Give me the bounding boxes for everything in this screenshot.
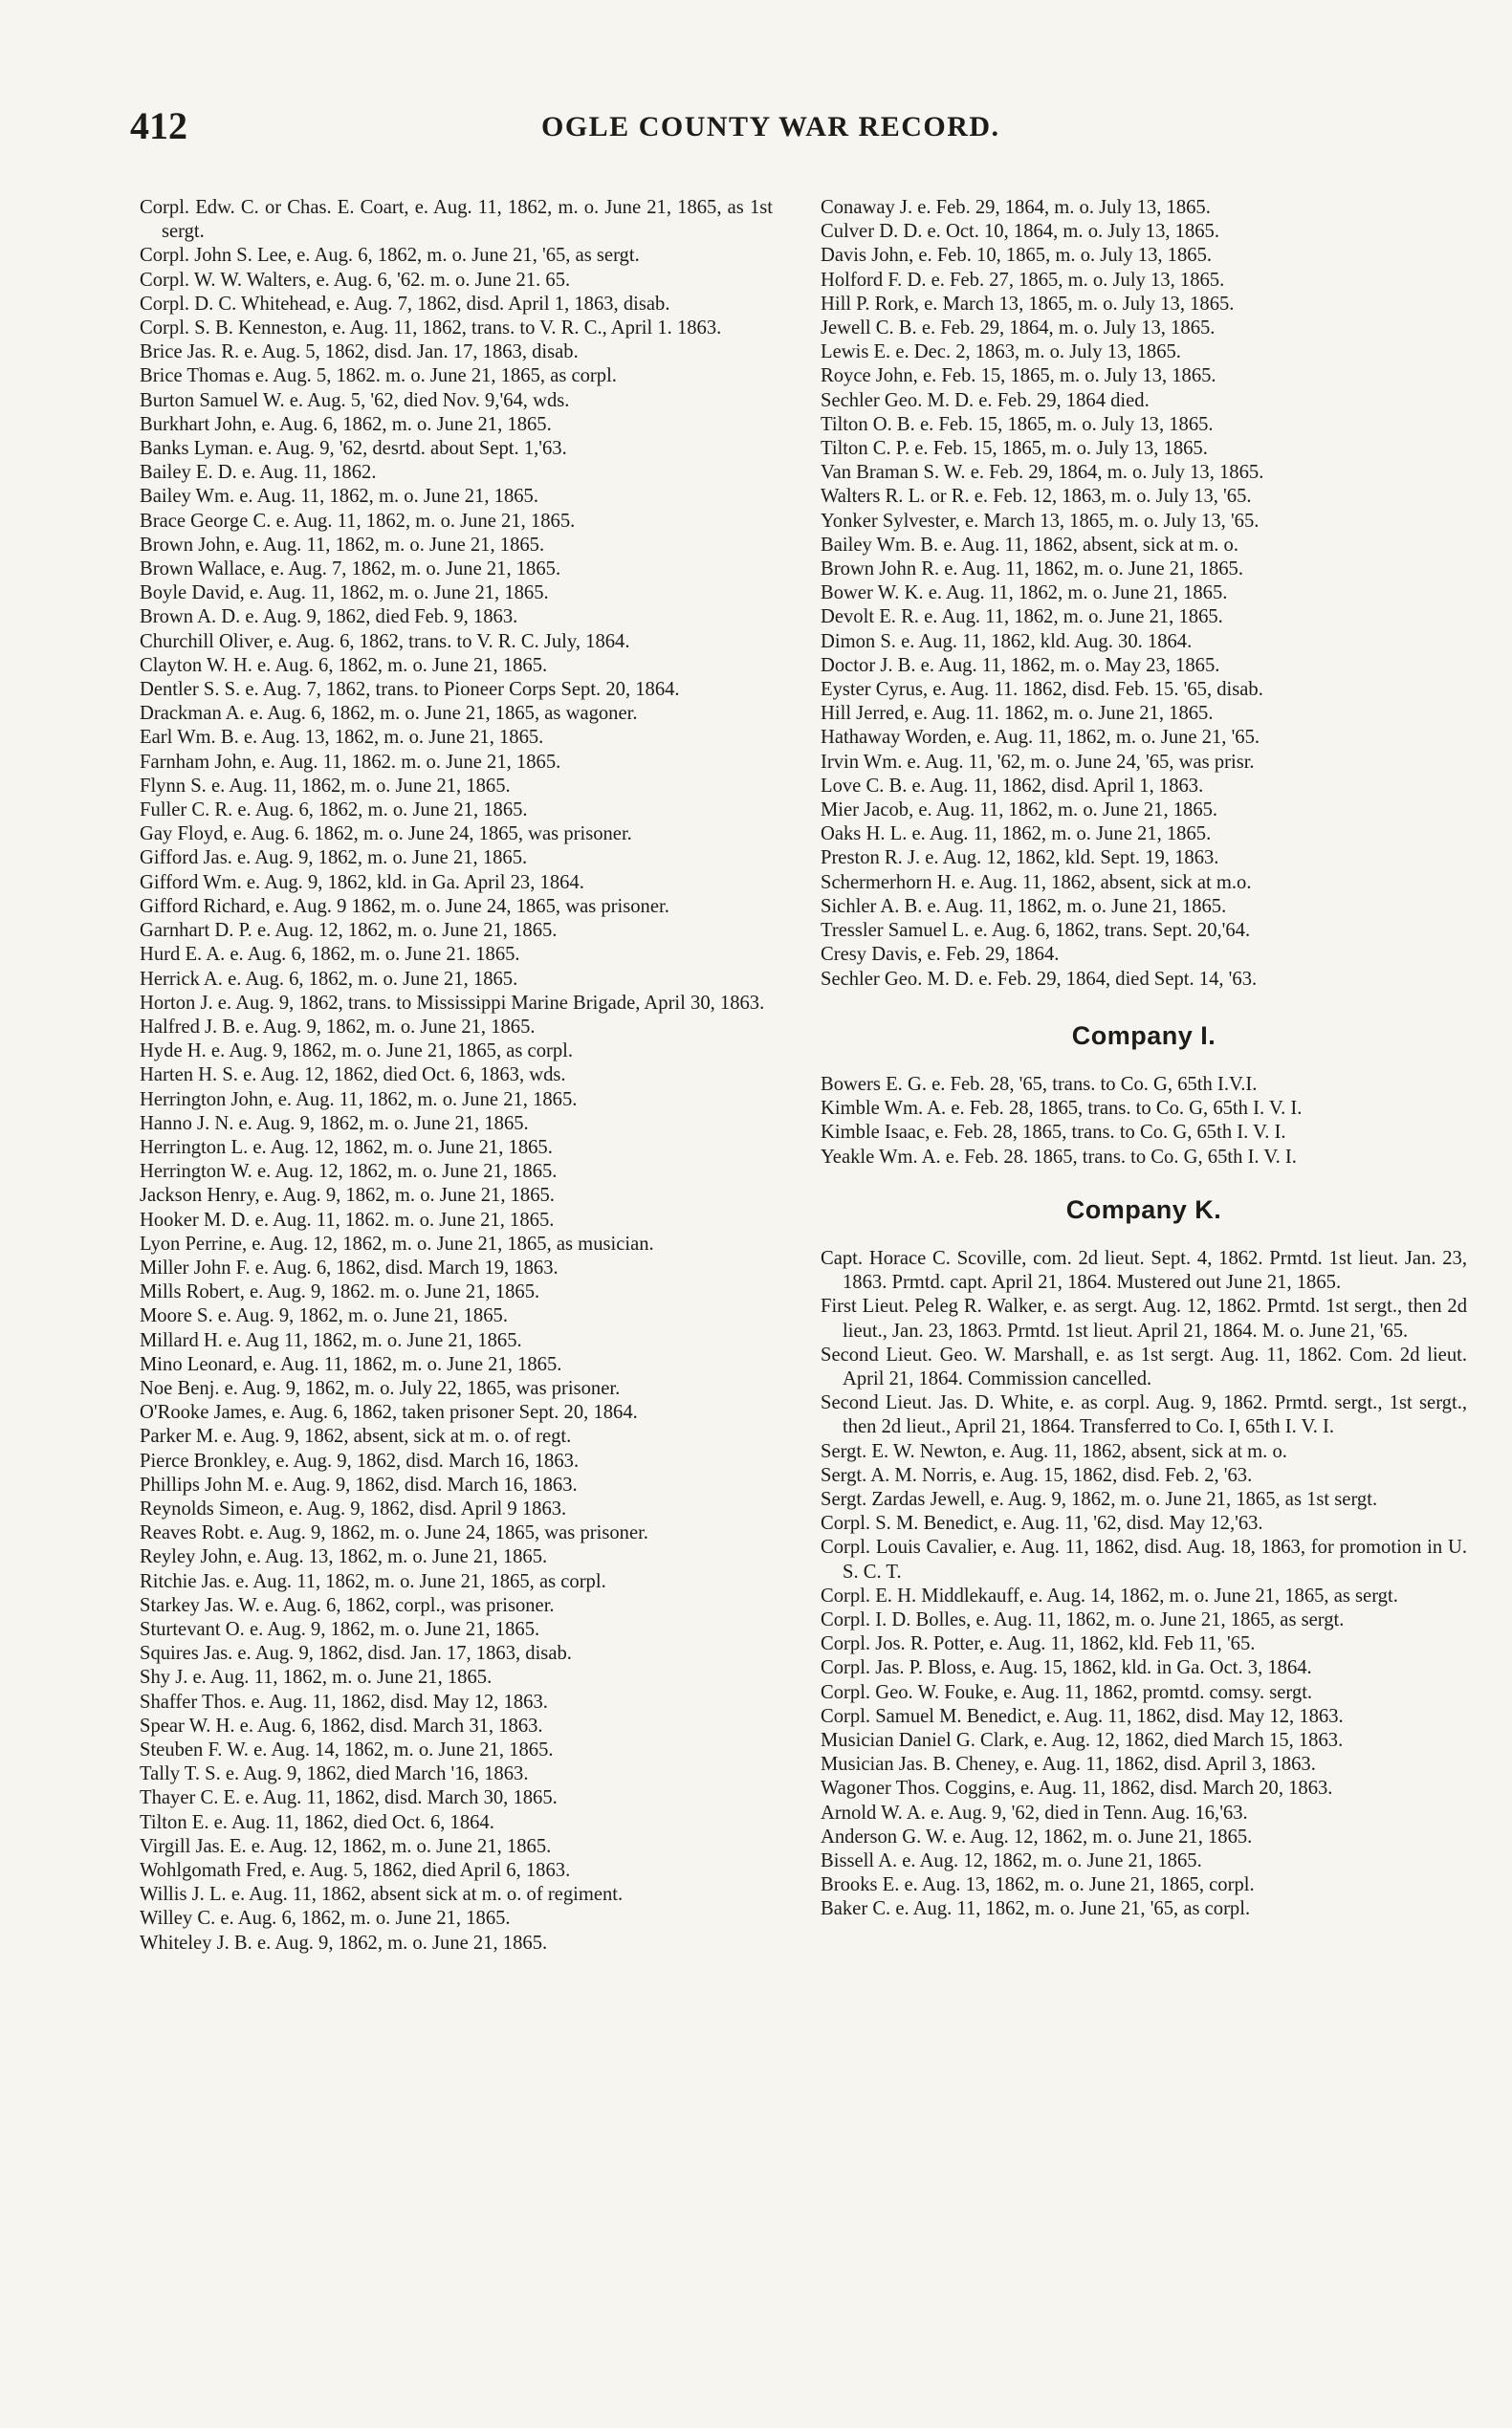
- roster-entry: Harten H. S. e. Aug. 12, 1862, died Oct. 6, 1863, wds.: [140, 1064, 566, 1086]
- roster-entry: Corpl. Jos. R. Potter, e. Aug. 11, 1862, kld. Feb 11, '65.: [821, 1633, 1256, 1655]
- roster-entry: Herrington John, e. Aug. 11, 1862, m. o. June 21, 1865.: [140, 1088, 578, 1110]
- roster-entry: Yonker Sylvester, e. March 13, 1865, m. o. July 13, '65.: [821, 510, 1260, 532]
- roster-entry: Corpl. W. W. Walters, e. Aug. 6, '62. m. o. June 21. 65.: [140, 269, 571, 291]
- roster-entry: Reaves Robt. e. Aug. 9, 1862, m. o. June 24, 1865, was prisoner.: [140, 1522, 648, 1544]
- roster-entry: Thayer C. E. e. Aug. 11, 1862, disd. March 30, 1865.: [140, 1787, 558, 1809]
- roster-entry: Van Braman S. W. e. Feb. 29, 1864, m. o. July 13, 1865.: [821, 462, 1264, 484]
- roster-entry: Willey C. e. Aug. 6, 1862, m. o. June 21, 1865.: [140, 1908, 511, 1930]
- roster-entry: Hill Jerred, e. Aug. 11. 1862, m. o. June 21, 1865.: [821, 703, 1214, 725]
- roster-entry: Spear W. H. e. Aug. 6, 1862, disd. March 31, 1863.: [140, 1715, 543, 1737]
- roster-entry: Banks Lyman. e. Aug. 9, '62, desrtd. about Sept. 1,'63.: [140, 438, 567, 460]
- roster-entry: Tilton E. e. Aug. 11, 1862, died Oct. 6, 1864.: [140, 1811, 494, 1833]
- roster-entry: Brown John, e. Aug. 11, 1862, m. o. June 21, 1865.: [140, 534, 545, 556]
- roster-entry: Flynn S. e. Aug. 11, 1862, m. o. June 21, 1865.: [140, 775, 511, 797]
- right-column: [821, 196, 1467, 1922]
- roster-entry: Brown A. D. e. Aug. 9, 1862, died Feb. 9, 1863.: [140, 606, 518, 628]
- roster-entry: Schermerhorn H. e. Aug. 11, 1862, absent, sick at m.o.: [821, 871, 1252, 893]
- roster-entry: Gifford Jas. e. Aug. 9, 1862, m. o. June 21, 1865.: [140, 847, 528, 869]
- roster-entry: Culver D. D. e. Oct. 10, 1864, m. o. July 13, 1865.: [821, 221, 1219, 243]
- right-column-top-entries: [821, 196, 1467, 992]
- company-i-heading: Company I.: [1071, 1020, 1216, 1050]
- roster-entry: Mino Leonard, e. Aug. 11, 1862, m. o. June 21, 1865.: [140, 1353, 562, 1375]
- roster-entry: Squires Jas. e. Aug. 9, 1862, disd. Jan. 17, 1863, disab.: [140, 1643, 572, 1665]
- roster-entry: Reyley John, e. Aug. 13, 1862, m. o. June 21, 1865.: [140, 1546, 548, 1568]
- roster-entry: Sichler A. B. e. Aug. 11, 1862, m. o. June 21, 1865.: [821, 895, 1227, 917]
- roster-entry: Corpl. Edw. C. or Chas. E. Coart, e. Aug. 11, 1862, m. o. June 21, 1865, as 1st sergt.: [140, 197, 773, 243]
- roster-entry: Corpl. Louis Cavalier, e. Aug. 11, 1862, disd. Aug. 18, 1863, for promotion in U. S. C. T.: [821, 1537, 1467, 1583]
- roster-entry: Preston R. J. e. Aug. 12, 1862, kld. Sept. 19, 1863.: [821, 847, 1219, 869]
- roster-entry: Virgill Jas. E. e. Aug. 12, 1862, m. o. June 21, 1865.: [140, 1835, 552, 1857]
- roster-entry: Horton J. e. Aug. 9, 1862, trans. to Mississippi Marine Brigade, April 30, 1863.: [140, 992, 765, 1014]
- roster-entry: Starkey Jas. W. e. Aug. 6, 1862, corpl., was prisoner.: [140, 1594, 555, 1616]
- roster-entry: Shy J. e. Aug. 11, 1862, m. o. June 21, 1865.: [140, 1667, 493, 1689]
- roster-entry: Dimon S. e. Aug. 11, 1862, kld. Aug. 30. 1864.: [821, 630, 1193, 652]
- roster-entry: Tressler Samuel L. e. Aug. 6, 1862, trans. Sept. 20,'64.: [821, 920, 1251, 942]
- roster-entry: Corpl. Geo. W. Fouke, e. Aug. 11, 1862, promtd. comsy. sergt.: [821, 1681, 1313, 1703]
- roster-entry: Lyon Perrine, e. Aug. 12, 1862, m. o. June 21, 1865, as musician.: [140, 1233, 654, 1255]
- roster-entry: Phillips John M. e. Aug. 9, 1862, disd. March 16, 1863.: [140, 1474, 578, 1496]
- roster-entry: Shaffer Thos. e. Aug. 11, 1862, disd. May 12, 1863.: [140, 1691, 548, 1713]
- roster-entry: Cresy Davis, e. Feb. 29, 1864.: [821, 944, 1060, 966]
- company-k-heading: Company K.: [1065, 1194, 1222, 1224]
- roster-entry: Corpl. I. D. Bolles, e. Aug. 11, 1862, m. o. June 21, 1865, as sergt.: [821, 1608, 1345, 1630]
- roster-entry: Hathaway Worden, e. Aug. 11, 1862, m. o. June 21, '65.: [821, 727, 1260, 749]
- roster-entry: Drackman A. e. Aug. 6, 1862, m. o. June 21, 1865, as wagoner.: [140, 703, 638, 725]
- roster-entry: Fuller C. R. e. Aug. 6, 1862, m. o. June 21, 1865.: [140, 799, 528, 821]
- roster-entry: Brace George C. e. Aug. 11, 1862, m. o. June 21, 1865.: [140, 510, 576, 532]
- roster-entry: Pierce Bronkley, e. Aug. 9, 1862, disd. March 16, 1863.: [140, 1450, 580, 1472]
- roster-entry: Musician Jas. B. Cheney, e. Aug. 11, 1862, disd. April 3, 1863.: [821, 1754, 1316, 1776]
- roster-entry: Kimble Isaac, e. Feb. 28, 1865, trans. to Co. G, 65th I. V. I.: [821, 1122, 1286, 1144]
- roster-entry: Corpl. S. B. Kenneston, e. Aug. 11, 1862, trans. to V. R. C., April 1. 1863.: [140, 317, 722, 339]
- roster-entry: Jewell C. B. e. Feb. 29, 1864, m. o. July 13, 1865.: [821, 317, 1216, 339]
- roster-entry: Brice Thomas e. Aug. 5, 1862. m. o. June 21, 1865, as corpl.: [140, 365, 617, 387]
- roster-entry: Baker C. e. Aug. 11, 1862, m. o. June 21, '65, as corpl.: [821, 1898, 1251, 1920]
- roster-entry: Corpl. S. M. Benedict, e. Aug. 11, '62, disd. May 12,'63.: [821, 1513, 1263, 1535]
- roster-entry: Halfred J. B. e. Aug. 9, 1862, m. o. June 21, 1865.: [140, 1016, 536, 1038]
- roster-entry: Miller John F. e. Aug. 6, 1862, disd. March 19, 1863.: [140, 1257, 559, 1279]
- roster-entry: Steuben F. W. e. Aug. 14, 1862, m. o. June 21, 1865.: [140, 1739, 554, 1761]
- roster-entry: Irvin Wm. e. Aug. 11, '62, m. o. June 24, '65, was prisr.: [821, 751, 1255, 773]
- roster-entry: Herrington W. e. Aug. 12, 1862, m. o. June 21, 1865.: [140, 1161, 558, 1183]
- roster-entry: Herrick A. e. Aug. 6, 1862, m. o. June 21, 1865.: [140, 968, 518, 990]
- roster-entry: Jackson Henry, e. Aug. 9, 1862, m. o. June 21, 1865.: [140, 1185, 555, 1207]
- roster-entry: Sergt. E. W. Newton, e. Aug. 11, 1862, absent, sick at m. o.: [821, 1440, 1287, 1462]
- roster-entry: Bissell A. e. Aug. 12, 1862, m. o. June 21, 1865.: [821, 1850, 1202, 1871]
- roster-entry: Brooks E. e. Aug. 13, 1862, m. o. June 21, 1865, corpl.: [821, 1874, 1255, 1896]
- company-i-entries: [821, 1073, 1467, 1170]
- roster-entry: Doctor J. B. e. Aug. 11, 1862, m. o. May 23, 1865.: [821, 654, 1220, 676]
- roster-entry: Mier Jacob, e. Aug. 11, 1862, m. o. June 21, 1865.: [821, 799, 1218, 821]
- roster-entry: Devolt E. R. e. Aug. 11, 1862, m. o. June 21, 1865.: [821, 606, 1223, 628]
- roster-entry: Corpl. D. C. Whitehead, e. Aug. 7, 1862, disd. April 1, 1863, disab.: [140, 293, 670, 315]
- roster-entry: Anderson G. W. e. Aug. 12, 1862, m. o. June 21, 1865.: [821, 1826, 1253, 1848]
- roster-entry: Tilton C. P. e. Feb. 15, 1865, m. o. July 13, 1865.: [821, 438, 1208, 460]
- roster-entry: Clayton W. H. e. Aug. 6, 1862, m. o. June 21, 1865.: [140, 654, 548, 676]
- roster-entry: Corpl. Jas. P. Bloss, e. Aug. 15, 1862, kld. in Ga. Oct. 3, 1864.: [821, 1657, 1312, 1679]
- roster-entry: Eyster Cyrus, e. Aug. 11. 1862, disd. Feb. 15. '65, disab.: [821, 679, 1263, 701]
- roster-entry: Oaks H. L. e. Aug. 11, 1862, m. o. June 21, 1865.: [821, 823, 1212, 845]
- roster-entry: Hurd E. A. e. Aug. 6, 1862, m. o. June 21. 1865.: [140, 944, 520, 966]
- roster-entry: Kimble Wm. A. e. Feb. 28, 1865, trans. to Co. G, 65th I. V. I.: [821, 1098, 1303, 1120]
- roster-entry: Tally T. S. e. Aug. 9, 1862, died March '16, 1863.: [140, 1763, 529, 1785]
- roster-entry: Musician Daniel G. Clark, e. Aug. 12, 1862, died March 15, 1863.: [821, 1729, 1344, 1751]
- roster-entry: Sechler Geo. M. D. e. Feb. 29, 1864 died.: [821, 389, 1150, 411]
- roster-entry: Churchill Oliver, e. Aug. 6, 1862, trans. to V. R. C. July, 1864.: [140, 630, 630, 652]
- roster-entry: Arnold W. A. e. Aug. 9, '62, died in Tenn. Aug. 16,'63.: [821, 1802, 1248, 1824]
- roster-entry: Herrington L. e. Aug. 12, 1862, m. o. June 21, 1865.: [140, 1136, 553, 1158]
- roster-entry: Gay Floyd, e. Aug. 6. 1862, m. o. June 24, 1865, was prisoner.: [140, 823, 632, 845]
- roster-entry: Hyde H. e. Aug. 9, 1862, m. o. June 21, 1865, as corpl.: [140, 1040, 574, 1062]
- roster-entry: Ritchie Jas. e. Aug. 11, 1862, m. o. June 21, 1865, as corpl.: [140, 1570, 606, 1592]
- roster-entry: Corpl. E. H. Middlekauff, e. Aug. 14, 1862, m. o. June 21, 1865, as sergt.: [821, 1585, 1398, 1607]
- page-number: 412: [130, 104, 187, 147]
- roster-entry: Royce John, e. Feb. 15, 1865, m. o. July 13, 1865.: [821, 365, 1216, 387]
- roster-entry: Gifford Richard, e. Aug. 9 1862, m. o. June 24, 1865, was prisoner.: [140, 895, 669, 917]
- roster-entry: Love C. B. e. Aug. 11, 1862, disd. April 1, 1863.: [821, 775, 1204, 797]
- roster-entry: Davis John, e. Feb. 10, 1865, m. o. July 13, 1865.: [821, 245, 1213, 267]
- roster-entry: Mills Robert, e. Aug. 9, 1862. m. o. June 21, 1865.: [140, 1281, 540, 1303]
- roster-entry: Brown John R. e. Aug. 11, 1862, m. o. June 21, 1865.: [821, 558, 1244, 580]
- roster-entry: Millard H. e. Aug 11, 1862, m. o. June 21, 1865.: [140, 1329, 522, 1351]
- roster-entry: First Lieut. Peleg R. Walker, e. as sergt. Aug. 12, 1862. Prmtd. 1st sergt., then 2d lieut., Jan. 23, 1863. Prmtd. 1st lieut. April 21, 1864. M. o. June 21, '65.: [821, 1296, 1467, 1342]
- roster-entry: Dentler S. S. e. Aug. 7, 1862, trans. to Pioneer Corps Sept. 20, 1864.: [140, 679, 680, 701]
- roster-entry: Second Lieut. Geo. W. Marshall, e. as 1st sergt. Aug. 11, 1862. Com. 2d lieut. April 21, 1864. Commission cancelled.: [821, 1344, 1467, 1389]
- roster-entry: Whiteley J. B. e. Aug. 9, 1862, m. o. June 21, 1865.: [140, 1932, 548, 1954]
- roster-entry: Hooker M. D. e. Aug. 11, 1862. m. o. June 21, 1865.: [140, 1209, 555, 1231]
- roster-entry: Sergt. Zardas Jewell, e. Aug. 9, 1862, m. o. June 21, 1865, as 1st sergt.: [821, 1488, 1378, 1510]
- roster-entry: Farnham John, e. Aug. 11, 1862. m. o. June 21, 1865.: [140, 751, 561, 773]
- roster-entry: Willis J. L. e. Aug. 11, 1862, absent sick at m. o. of regiment.: [140, 1884, 624, 1906]
- roster-entry: Hill P. Rork, e. March 13, 1865, m. o. July 13, 1865.: [821, 293, 1235, 315]
- roster-entry: Conaway J. e. Feb. 29, 1864, m. o. July 13, 1865.: [821, 197, 1211, 218]
- roster-entry: Corpl. Samuel M. Benedict, e. Aug. 11, 1862, disd. May 12, 1863.: [821, 1705, 1344, 1727]
- roster-entry: Corpl. John S. Lee, e. Aug. 6, 1862, m. o. June 21, '65, as sergt.: [140, 245, 640, 267]
- roster-entry: O'Rooke James, e. Aug. 6, 1862, taken prisoner Sept. 20, 1864.: [140, 1402, 638, 1424]
- left-column: [140, 196, 773, 1956]
- running-title: OGLE COUNTY WAR RECORD.: [541, 111, 1000, 142]
- roster-entry: Earl Wm. B. e. Aug. 13, 1862, m. o. June 21, 1865.: [140, 727, 544, 749]
- roster-entry: Bailey E. D. e. Aug. 11, 1862.: [140, 462, 377, 484]
- roster-entry: Hanno J. N. e. Aug. 9, 1862, m. o. June 21, 1865.: [140, 1112, 529, 1134]
- roster-entry: Reynolds Simeon, e. Aug. 9, 1862, disd. April 9 1863.: [140, 1498, 567, 1520]
- roster-entry: Tilton O. B. e. Feb. 15, 1865, m. o. July 13, 1865.: [821, 413, 1214, 435]
- roster-entry: Lewis E. e. Dec. 2, 1863, m. o. July 13, 1865.: [821, 341, 1181, 363]
- roster-entry: Yeakle Wm. A. e. Feb. 28. 1865, trans. to Co. G, 65th I. V. I.: [821, 1146, 1297, 1168]
- roster-entry: Burkhart John, e. Aug. 6, 1862, m. o. June 21, 1865.: [140, 413, 552, 435]
- roster-entry: Second Lieut. Jas. D. White, e. as corpl. Aug. 9, 1862. Prmtd. sergt., 1st sergt., then 2d lieut., April 21, 1864. Transferred to Co. I, 65th I. V. I.: [821, 1392, 1467, 1438]
- roster-entry: Sturtevant O. e. Aug. 9, 1862, m. o. June 21, 1865.: [140, 1618, 540, 1640]
- roster-entry: Wagoner Thos. Coggins, e. Aug. 11, 1862, disd. March 20, 1863.: [821, 1778, 1333, 1800]
- roster-entry: Capt. Horace C. Scoville, com. 2d lieut. Sept. 4, 1862. Prmtd. 1st lieut. Jan. 23, 1863. Prmtd. capt. April 21, 1864. Mustered out June 21, 1865.: [821, 1247, 1467, 1294]
- roster-entry: Noe Benj. e. Aug. 9, 1862, m. o. July 22, 1865, was prisoner.: [140, 1377, 621, 1399]
- page-header: [130, 103, 1464, 149]
- roster-entry: Garnhart D. P. e. Aug. 12, 1862, m. o. June 21, 1865.: [140, 920, 558, 942]
- roster-entry: Bailey Wm. e. Aug. 11, 1862, m. o. June 21, 1865.: [140, 486, 538, 508]
- company-k-entries: [821, 1247, 1467, 1922]
- roster-entry: Sergt. A. M. Norris, e. Aug. 15, 1862, disd. Feb. 2, '63.: [821, 1464, 1253, 1486]
- roster-entry: Brice Jas. R. e. Aug. 5, 1862, disd. Jan. 17, 1863, disab.: [140, 341, 579, 363]
- roster-entry: Sechler Geo. M. D. e. Feb. 29, 1864, died Sept. 14, '63.: [821, 968, 1258, 990]
- roster-entry: Bowers E. G. e. Feb. 28, '65, trans. to Co. G, 65th I.V.I.: [821, 1073, 1258, 1095]
- roster-entry: Walters R. L. or R. e. Feb. 12, 1863, m. o. July 13, '65.: [821, 486, 1252, 508]
- roster-entry: Holford F. D. e. Feb. 27, 1865, m. o. July 13, 1865.: [821, 269, 1225, 291]
- roster-entry: Burton Samuel W. e. Aug. 5, '62, died Nov. 9,'64, wds.: [140, 389, 570, 411]
- roster-entry: Bower W. K. e. Aug. 11, 1862, m. o. June 21, 1865.: [821, 582, 1228, 604]
- roster-entry: Moore S. e. Aug. 9, 1862, m. o. June 21, 1865.: [140, 1305, 508, 1327]
- roster-entry: Parker M. e. Aug. 9, 1862, absent, sick at m. o. of regt.: [140, 1426, 572, 1448]
- roster-entry: Brown Wallace, e. Aug. 7, 1862, m. o. June 21, 1865.: [140, 558, 561, 580]
- roster-entry: Bailey Wm. B. e. Aug. 11, 1862, absent, sick at m. o.: [821, 534, 1238, 556]
- roster-entry: Gifford Wm. e. Aug. 9, 1862, kld. in Ga. April 23, 1864.: [140, 871, 584, 893]
- roster-entry: Wohlgomath Fred, e. Aug. 5, 1862, died April 6, 1863.: [140, 1860, 571, 1882]
- roster-entry: Boyle David, e. Aug. 11, 1862, m. o. June 21, 1865.: [140, 582, 549, 604]
